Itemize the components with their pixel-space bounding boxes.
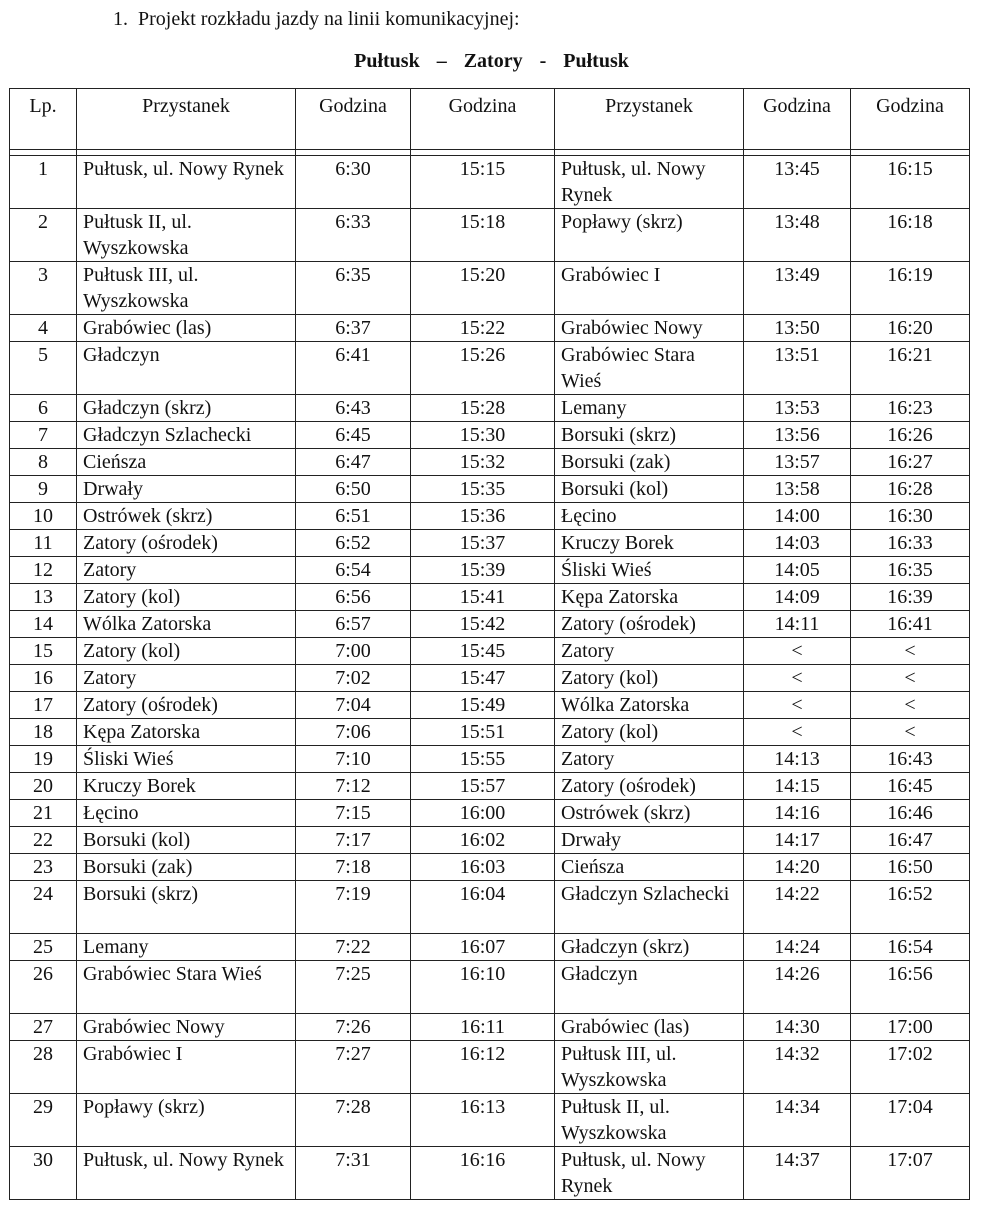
- time-outbound-2: 16:04: [411, 881, 555, 934]
- stop-return: Popławy (skrz): [555, 209, 744, 262]
- header-row: [10, 89, 970, 150]
- row-number: 25: [10, 934, 77, 961]
- stop-return: Lemany: [555, 395, 744, 422]
- time-outbound-2: 16:07: [411, 934, 555, 961]
- time-return-2: 16:43: [851, 746, 970, 773]
- table-row: [10, 692, 970, 719]
- table-row: [10, 611, 970, 638]
- stop-outbound: Ostrówek (skrz): [77, 503, 296, 530]
- table-row: [10, 1094, 970, 1147]
- time-outbound-1: 7:25: [296, 961, 411, 1014]
- time-outbound-2: 16:12: [411, 1041, 555, 1094]
- stop-return: Zatory (ośrodek): [555, 773, 744, 800]
- time-outbound-1: 7:26: [296, 1014, 411, 1041]
- stop-return: Cieńsza: [555, 854, 744, 881]
- table-row: [10, 342, 970, 395]
- time-outbound-1: 7:22: [296, 934, 411, 961]
- time-outbound-1: 6:45: [296, 422, 411, 449]
- time-outbound-2: 15:20: [411, 262, 555, 315]
- time-return-1: 13:53: [744, 395, 851, 422]
- table-row: [10, 584, 970, 611]
- time-outbound-2: 15:30: [411, 422, 555, 449]
- table-row: [10, 395, 970, 422]
- stop-outbound: Kruczy Borek: [77, 773, 296, 800]
- time-return-1: 14:34: [744, 1094, 851, 1147]
- row-number: 10: [10, 503, 77, 530]
- time-return-1: 14:00: [744, 503, 851, 530]
- time-outbound-1: 7:10: [296, 746, 411, 773]
- time-outbound-2: 15:49: [411, 692, 555, 719]
- route-from: Pułtusk: [354, 50, 420, 72]
- time-return-2: 16:54: [851, 934, 970, 961]
- stop-outbound: Łęcino: [77, 800, 296, 827]
- stop-return: Grabówiec (las): [555, 1014, 744, 1041]
- heading-number: 1.: [113, 8, 128, 30]
- stop-return: Gładczyn Szlachecki: [555, 881, 744, 934]
- time-outbound-2: 15:22: [411, 315, 555, 342]
- time-return-2: 16:35: [851, 557, 970, 584]
- header-time-return-2: Godzina: [851, 89, 970, 150]
- table-row: [10, 530, 970, 557]
- time-return-2: 16:18: [851, 209, 970, 262]
- time-return-1: 13:45: [744, 156, 851, 209]
- time-outbound-1: 7:27: [296, 1041, 411, 1094]
- time-outbound-2: 15:37: [411, 530, 555, 557]
- time-outbound-1: 6:50: [296, 476, 411, 503]
- table-row: [10, 934, 970, 961]
- time-outbound-1: 6:56: [296, 584, 411, 611]
- row-number: 16: [10, 665, 77, 692]
- time-return-2: <: [851, 719, 970, 746]
- stop-return: Kępa Zatorska: [555, 584, 744, 611]
- stop-outbound: Cieńsza: [77, 449, 296, 476]
- time-outbound-2: 15:32: [411, 449, 555, 476]
- time-return-2: 16:27: [851, 449, 970, 476]
- stop-outbound: Zatory (ośrodek): [77, 530, 296, 557]
- table-row: [10, 503, 970, 530]
- time-outbound-1: 6:51: [296, 503, 411, 530]
- stop-return: Borsuki (kol): [555, 476, 744, 503]
- time-outbound-1: 7:18: [296, 854, 411, 881]
- table-row: [10, 827, 970, 854]
- row-number: 18: [10, 719, 77, 746]
- stop-outbound: Pułtusk, ul. Nowy Rynek: [77, 1147, 296, 1200]
- row-number: 12: [10, 557, 77, 584]
- time-return-1: <: [744, 719, 851, 746]
- stop-outbound: Lemany: [77, 934, 296, 961]
- stop-outbound: Pułtusk, ul. Nowy Rynek: [77, 156, 296, 209]
- stop-return: Grabówiec I: [555, 262, 744, 315]
- row-number: 7: [10, 422, 77, 449]
- time-return-2: 16:41: [851, 611, 970, 638]
- stop-outbound: Zatory (ośrodek): [77, 692, 296, 719]
- stop-outbound: Popławy (skrz): [77, 1094, 296, 1147]
- table-row: [10, 800, 970, 827]
- time-return-1: <: [744, 692, 851, 719]
- time-outbound-1: 6:30: [296, 156, 411, 209]
- stop-return: Pułtusk III, ul. Wyszkowska: [555, 1041, 744, 1094]
- time-outbound-2: 16:11: [411, 1014, 555, 1041]
- document-heading: [113, 8, 520, 31]
- row-number: 9: [10, 476, 77, 503]
- time-outbound-1: 6:52: [296, 530, 411, 557]
- time-return-2: 17:02: [851, 1041, 970, 1094]
- time-outbound-1: 7:15: [296, 800, 411, 827]
- row-number: 15: [10, 638, 77, 665]
- table-row: [10, 1014, 970, 1041]
- time-return-2: 16:21: [851, 342, 970, 395]
- time-outbound-2: 15:28: [411, 395, 555, 422]
- time-outbound-2: 16:13: [411, 1094, 555, 1147]
- route-to: Pułtusk: [563, 50, 629, 72]
- time-return-2: 16:30: [851, 503, 970, 530]
- time-return-2: 16:26: [851, 422, 970, 449]
- table-row: [10, 881, 970, 934]
- stop-outbound: Zatory (kol): [77, 638, 296, 665]
- stop-return: Pułtusk, ul. Nowy Rynek: [555, 1147, 744, 1200]
- table-row: [10, 557, 970, 584]
- time-return-1: 14:26: [744, 961, 851, 1014]
- header-time-outbound-2: Godzina: [411, 89, 555, 150]
- stop-outbound: Grabówiec (las): [77, 315, 296, 342]
- table-row: [10, 1041, 970, 1094]
- stop-return: Ostrówek (skrz): [555, 800, 744, 827]
- heading-text: Projekt rozkładu jazdy na linii komunikacyjnej:: [138, 8, 520, 30]
- time-return-1: 14:32: [744, 1041, 851, 1094]
- time-outbound-2: 15:35: [411, 476, 555, 503]
- row-number: 6: [10, 395, 77, 422]
- time-outbound-1: 7:06: [296, 719, 411, 746]
- table-row: [10, 476, 970, 503]
- stop-return: Zatory: [555, 746, 744, 773]
- stop-return: Zatory: [555, 638, 744, 665]
- row-number: 14: [10, 611, 77, 638]
- row-number: 30: [10, 1147, 77, 1200]
- time-outbound-2: 15:41: [411, 584, 555, 611]
- stop-outbound: Śliski Wieś: [77, 746, 296, 773]
- time-outbound-2: 16:03: [411, 854, 555, 881]
- time-return-2: 16:20: [851, 315, 970, 342]
- time-outbound-2: 15:15: [411, 156, 555, 209]
- time-outbound-1: 7:28: [296, 1094, 411, 1147]
- time-outbound-1: 7:12: [296, 773, 411, 800]
- stop-return: Wólka Zatorska: [555, 692, 744, 719]
- time-return-1: 14:22: [744, 881, 851, 934]
- time-return-1: 14:17: [744, 827, 851, 854]
- time-return-1: 13:48: [744, 209, 851, 262]
- time-outbound-2: 16:10: [411, 961, 555, 1014]
- time-return-2: 16:56: [851, 961, 970, 1014]
- time-return-1: 13:49: [744, 262, 851, 315]
- row-number: 19: [10, 746, 77, 773]
- time-outbound-2: 15:51: [411, 719, 555, 746]
- time-outbound-2: 15:57: [411, 773, 555, 800]
- header-time-return-1: Godzina: [744, 89, 851, 150]
- time-return-2: 16:19: [851, 262, 970, 315]
- stop-return: Gładczyn (skrz): [555, 934, 744, 961]
- stop-return: Śliski Wieś: [555, 557, 744, 584]
- time-outbound-1: 6:33: [296, 209, 411, 262]
- stop-outbound: Zatory (kol): [77, 584, 296, 611]
- row-number: 1: [10, 156, 77, 209]
- time-outbound-1: 6:35: [296, 262, 411, 315]
- route-separator: -: [539, 50, 547, 72]
- stop-return: Zatory (ośrodek): [555, 611, 744, 638]
- time-return-1: 14:03: [744, 530, 851, 557]
- time-outbound-2: 15:45: [411, 638, 555, 665]
- time-return-2: 16:15: [851, 156, 970, 209]
- table-row: [10, 209, 970, 262]
- row-number: 26: [10, 961, 77, 1014]
- stop-outbound: Kępa Zatorska: [77, 719, 296, 746]
- timetable: [9, 88, 970, 1200]
- stop-outbound: Borsuki (kol): [77, 827, 296, 854]
- time-return-2: 16:47: [851, 827, 970, 854]
- table-row: [10, 638, 970, 665]
- time-outbound-2: 16:16: [411, 1147, 555, 1200]
- time-return-2: 16:45: [851, 773, 970, 800]
- time-outbound-2: 15:18: [411, 209, 555, 262]
- time-outbound-2: 15:39: [411, 557, 555, 584]
- table-row: [10, 746, 970, 773]
- time-return-2: <: [851, 665, 970, 692]
- time-return-1: 14:05: [744, 557, 851, 584]
- row-number: 20: [10, 773, 77, 800]
- header-stop-return: Przystanek: [555, 89, 744, 150]
- row-number: 22: [10, 827, 77, 854]
- stop-return: Gładczyn: [555, 961, 744, 1014]
- time-return-1: <: [744, 665, 851, 692]
- time-outbound-2: 15:47: [411, 665, 555, 692]
- time-return-2: <: [851, 638, 970, 665]
- row-number: 23: [10, 854, 77, 881]
- stop-outbound: Zatory: [77, 665, 296, 692]
- row-number: 11: [10, 530, 77, 557]
- table-row: [10, 449, 970, 476]
- time-outbound-1: 7:02: [296, 665, 411, 692]
- time-outbound-2: 16:00: [411, 800, 555, 827]
- time-outbound-1: 6:37: [296, 315, 411, 342]
- time-return-1: 14:11: [744, 611, 851, 638]
- header-time-outbound-1: Godzina: [296, 89, 411, 150]
- time-outbound-1: 7:31: [296, 1147, 411, 1200]
- stop-return: Drwały: [555, 827, 744, 854]
- stop-return: Kruczy Borek: [555, 530, 744, 557]
- row-number: 21: [10, 800, 77, 827]
- table-row: [10, 719, 970, 746]
- time-outbound-2: 15:55: [411, 746, 555, 773]
- stop-outbound: Gładczyn: [77, 342, 296, 395]
- table-row: [10, 854, 970, 881]
- table-row: [10, 773, 970, 800]
- time-return-2: 16:52: [851, 881, 970, 934]
- row-number: 17: [10, 692, 77, 719]
- time-return-2: 17:07: [851, 1147, 970, 1200]
- stop-return: Zatory (kol): [555, 665, 744, 692]
- row-number: 13: [10, 584, 77, 611]
- stop-outbound: Pułtusk III, ul. Wyszkowska: [77, 262, 296, 315]
- table-row: [10, 262, 970, 315]
- stop-outbound: Borsuki (skrz): [77, 881, 296, 934]
- header-lp: Lp.: [10, 89, 77, 150]
- row-number: 2: [10, 209, 77, 262]
- row-number: 8: [10, 449, 77, 476]
- stop-return: Pułtusk II, ul. Wyszkowska: [555, 1094, 744, 1147]
- time-return-1: 13:51: [744, 342, 851, 395]
- time-return-2: 17:04: [851, 1094, 970, 1147]
- time-return-1: 14:15: [744, 773, 851, 800]
- time-outbound-2: 15:42: [411, 611, 555, 638]
- stop-return: Grabówiec Nowy: [555, 315, 744, 342]
- time-outbound-1: 7:17: [296, 827, 411, 854]
- row-number: 5: [10, 342, 77, 395]
- route-via: Zatory: [463, 50, 523, 72]
- time-return-1: 13:50: [744, 315, 851, 342]
- time-outbound-1: 6:41: [296, 342, 411, 395]
- stop-return: Łęcino: [555, 503, 744, 530]
- row-number: 27: [10, 1014, 77, 1041]
- time-return-2: 16:39: [851, 584, 970, 611]
- time-outbound-1: 7:19: [296, 881, 411, 934]
- stop-outbound: Grabówiec I: [77, 1041, 296, 1094]
- timetable-body: [10, 156, 970, 1200]
- time-outbound-1: 6:54: [296, 557, 411, 584]
- route-title: [0, 50, 983, 73]
- table-row: [10, 422, 970, 449]
- time-outbound-1: 6:43: [296, 395, 411, 422]
- time-return-2: 16:33: [851, 530, 970, 557]
- row-number: 29: [10, 1094, 77, 1147]
- time-return-2: 16:23: [851, 395, 970, 422]
- row-number: 3: [10, 262, 77, 315]
- table-row: [10, 315, 970, 342]
- stop-return: Grabówiec Stara Wieś: [555, 342, 744, 395]
- time-return-2: 16:50: [851, 854, 970, 881]
- time-return-1: 14:13: [744, 746, 851, 773]
- table-row: [10, 961, 970, 1014]
- stop-outbound: Gładczyn (skrz): [77, 395, 296, 422]
- time-return-2: <: [851, 692, 970, 719]
- time-return-1: 13:57: [744, 449, 851, 476]
- time-return-1: <: [744, 638, 851, 665]
- time-outbound-1: 6:57: [296, 611, 411, 638]
- route-separator: –: [436, 50, 447, 72]
- time-return-1: 14:20: [744, 854, 851, 881]
- time-return-2: 16:28: [851, 476, 970, 503]
- stop-outbound: Grabówiec Nowy: [77, 1014, 296, 1041]
- time-return-1: 14:24: [744, 934, 851, 961]
- time-return-1: 14:30: [744, 1014, 851, 1041]
- table-row: [10, 156, 970, 209]
- time-outbound-2: 16:02: [411, 827, 555, 854]
- stop-outbound: Wólka Zatorska: [77, 611, 296, 638]
- time-outbound-1: 7:04: [296, 692, 411, 719]
- time-return-1: 14:37: [744, 1147, 851, 1200]
- time-return-1: 13:58: [744, 476, 851, 503]
- time-outbound-2: 15:26: [411, 342, 555, 395]
- stop-return: Borsuki (skrz): [555, 422, 744, 449]
- stop-return: Zatory (kol): [555, 719, 744, 746]
- stop-outbound: Gładczyn Szlachecki: [77, 422, 296, 449]
- header-stop-outbound: Przystanek: [77, 89, 296, 150]
- time-outbound-1: 6:47: [296, 449, 411, 476]
- stop-outbound: Grabówiec Stara Wieś: [77, 961, 296, 1014]
- stop-return: Pułtusk, ul. Nowy Rynek: [555, 156, 744, 209]
- time-outbound-2: 15:36: [411, 503, 555, 530]
- stop-outbound: Drwały: [77, 476, 296, 503]
- table-row: [10, 1147, 970, 1200]
- time-outbound-1: 7:00: [296, 638, 411, 665]
- row-number: 4: [10, 315, 77, 342]
- stop-return: Borsuki (zak): [555, 449, 744, 476]
- time-return-2: 17:00: [851, 1014, 970, 1041]
- time-return-1: 14:09: [744, 584, 851, 611]
- row-number: 28: [10, 1041, 77, 1094]
- row-number: 24: [10, 881, 77, 934]
- time-return-1: 13:56: [744, 422, 851, 449]
- stop-outbound: Borsuki (zak): [77, 854, 296, 881]
- table-row: [10, 665, 970, 692]
- time-return-1: 14:16: [744, 800, 851, 827]
- time-return-2: 16:46: [851, 800, 970, 827]
- stop-outbound: Zatory: [77, 557, 296, 584]
- stop-outbound: Pułtusk II, ul. Wyszkowska: [77, 209, 296, 262]
